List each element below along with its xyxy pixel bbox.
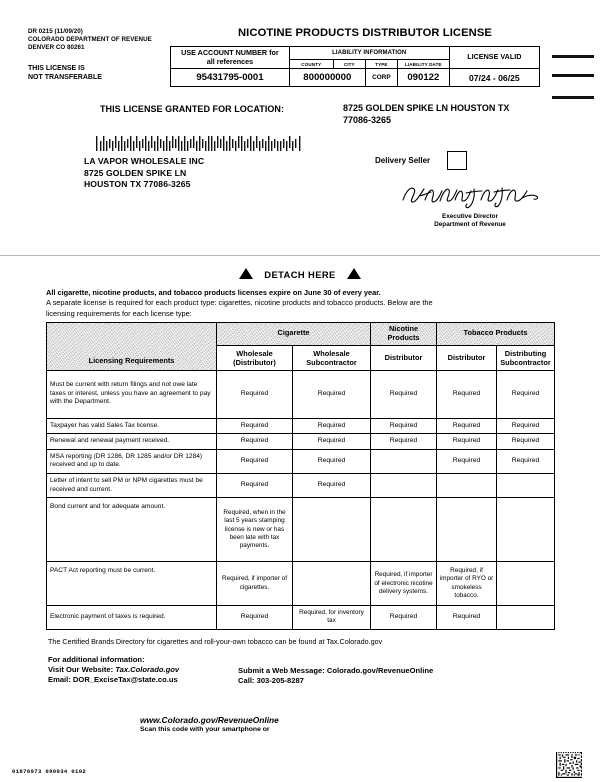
alignment-bar-3	[552, 96, 594, 99]
requirement-value: Required	[437, 370, 497, 418]
requirement-label: Renewal and renewal payment received.	[47, 434, 217, 450]
table-row	[47, 370, 555, 418]
group-header-cigarette: Cigarette	[217, 323, 371, 346]
granted-location-address	[343, 103, 509, 126]
county-value: 800000000	[289, 69, 365, 87]
requirement-value: Required	[293, 434, 371, 450]
certified-brands-note: The Certified Brands Directory for cigarettes and roll-your-own tobacco can be found at Tax.Colorado.gov	[48, 637, 383, 646]
requirement-value	[497, 498, 555, 562]
web-message-value[interactable]: Colorado.gov/RevenueOnline	[326, 666, 434, 675]
recipient-city-state-zip: HOUSTON TX 77086-3265	[84, 179, 191, 190]
requirement-value	[437, 473, 497, 497]
requirement-label: PACT Act reporting must be current.	[47, 562, 217, 606]
granted-address-line-1: 8725 GOLDEN SPIKE LN HOUSTON TX	[343, 103, 510, 113]
revenue-online-url[interactable]: www.Colorado.gov/RevenueOnline	[140, 715, 279, 725]
requirement-value: Required	[217, 473, 293, 497]
non-transferable-line-1: THIS LICENSE IS	[28, 65, 85, 72]
department-city-state-zip: DENVER CO 80261	[28, 44, 85, 52]
datamatrix-code	[556, 752, 582, 778]
column-header-cigarette-wholesale-subcontractor: Wholesale Subcontractor	[293, 345, 371, 370]
form-number: DR 0215 (11/09/20)	[28, 28, 83, 35]
requirement-value: Required	[371, 370, 437, 418]
table-row	[47, 562, 555, 606]
requirement-value: Required	[497, 449, 555, 473]
website-line	[48, 665, 179, 675]
requirement-value	[371, 498, 437, 562]
requirement-value: Required	[293, 473, 371, 497]
bottom-tracking-code: 01876973 090034 0102	[12, 768, 87, 775]
website-value[interactable]: Tax.Colorado.gov	[115, 665, 180, 675]
requirement-value	[371, 473, 437, 497]
email-label: Email:	[48, 675, 71, 685]
liability-date-value: 090122	[397, 69, 449, 87]
requirements-table-body	[47, 370, 555, 629]
requirement-value	[497, 473, 555, 497]
requirement-value: Required	[497, 370, 555, 418]
requirement-value: Required	[293, 370, 371, 418]
requirement-value: Required	[217, 418, 293, 434]
delivery-seller-checkbox[interactable]	[447, 151, 467, 170]
executive-director-signature	[395, 180, 545, 210]
liability-information-header: LIABILITY INFORMATION	[289, 47, 449, 60]
group-header-tobacco-products: Tobacco Products	[437, 323, 555, 346]
city-header: CITY	[333, 59, 365, 68]
requirement-value: Required	[371, 434, 437, 450]
call-value: 303-205-8287	[256, 676, 304, 686]
requirement-label: Letter of intent to sell PM or NPM cigarettes must be received and current.	[47, 473, 217, 497]
requirement-value: Required	[437, 606, 497, 629]
granted-location-label: THIS LICENSE GRANTED FOR LOCATION:	[100, 104, 285, 114]
county-header: COUNTY	[289, 59, 333, 68]
requirement-value	[293, 498, 371, 562]
requirement-value: Required, if importer of RYO or smokeless tobacco.	[437, 562, 497, 606]
intro-line-1: All cigarette, nicotine products, and tobacco products licenses expire on June 30 of every year.	[46, 288, 381, 297]
group-header-nicotine-products: Nicotine Products	[371, 323, 437, 346]
table-row	[47, 418, 555, 434]
type-value: CORP	[365, 69, 397, 87]
requirement-label: Taxpayer has valid Sales Tax license.	[47, 418, 217, 434]
licensing-requirements-header: Licensing Requirements	[47, 323, 217, 371]
requirement-value: Required	[497, 418, 555, 434]
email-line	[48, 675, 179, 685]
column-header-nicotine-distributor: Distributor	[371, 345, 437, 370]
requirement-label: Must be current with return filings and not owe late taxes or interest, unless you have an agreement to pay with the Department.	[47, 370, 217, 418]
requirement-value: Required	[437, 449, 497, 473]
requirement-value: Required, if importer of electronic nicotine delivery systems.	[371, 562, 437, 606]
license-valid-header: LICENSE VALID	[449, 47, 539, 69]
detach-here-label: DETACH HERE	[264, 269, 336, 280]
requirement-value: Required	[217, 449, 293, 473]
recipient-name: LA VAPOR WHOLESALE INC	[84, 156, 205, 166]
column-header-tobacco-distributor: Distributor	[437, 345, 497, 370]
requirement-value	[497, 606, 555, 629]
requirement-value: Required	[293, 449, 371, 473]
signature-caption	[395, 213, 545, 230]
triangle-right-icon	[347, 268, 361, 279]
delivery-seller-label: Delivery Seller	[375, 156, 431, 165]
table-row	[47, 434, 555, 450]
requirement-value: Required	[437, 434, 497, 450]
account-number-header: USE ACCOUNT NUMBER for all references	[171, 47, 290, 69]
email-value[interactable]: DOR_ExciseTax@state.co.us	[72, 675, 178, 685]
page-title: NICOTINE PRODUCTS DISTRIBUTOR LICENSE	[238, 27, 492, 39]
requirement-value	[293, 562, 371, 606]
alignment-bar-2	[552, 74, 594, 77]
type-header: TYPE	[365, 59, 397, 68]
requirement-value: Required, when in the last 5 years stamping license is new or has been late with tax payments.	[217, 498, 293, 562]
requirement-label: MSA reporting (DR 1286, DR 1285 and/or DR 1284) received and up to date.	[47, 449, 217, 473]
mail-barcode	[96, 136, 304, 151]
scan-code-instruction: Scan this code with your smartphone or	[140, 726, 270, 733]
table-row	[47, 473, 555, 497]
requirement-value	[437, 498, 497, 562]
requirements-group-header-row	[47, 323, 555, 346]
intro-line-3: licensing requirements for each license type:	[46, 308, 192, 318]
column-header-tobacco-distributing-subcontractor: Distributing Subcontractor	[497, 345, 555, 370]
recipient-street: 8725 GOLDEN SPIKE LN	[84, 167, 187, 178]
intro-paragraph	[46, 288, 546, 319]
license-valid-value: 07/24 - 06/25	[449, 69, 539, 87]
account-number-value: 95431795-0001	[171, 69, 290, 87]
column-header-cigarette-wholesale-distributor: Wholesale (Distributor)	[217, 345, 293, 370]
triangle-left-icon	[239, 268, 253, 279]
requirement-value: Required	[217, 434, 293, 450]
detach-here-marker	[0, 268, 600, 280]
non-transferable-line-2: NOT TRANSFERABLE	[28, 74, 102, 82]
requirement-value: Required	[371, 606, 437, 629]
license-info-header-row	[171, 47, 540, 60]
table-row	[47, 606, 555, 629]
website-label: Visit Our Website:	[48, 665, 114, 675]
requirement-value: Required	[371, 418, 437, 434]
department-name: COLORADO DEPARTMENT OF REVENUE	[28, 36, 152, 44]
liability-date-header: LIABILITY DATE	[397, 59, 449, 68]
call-label: Call:	[238, 676, 255, 686]
license-info-table	[170, 46, 540, 87]
intro-line-2: A separate license is required for each product type: cigarettes, nicotine products and tobacco products. Below are the	[46, 298, 433, 308]
signature-title-line-2: Department of Revenue	[434, 221, 506, 229]
web-message-line	[238, 666, 433, 676]
license-info-value-row	[171, 69, 540, 87]
requirement-value	[371, 449, 437, 473]
section-divider	[0, 255, 600, 256]
requirement-label: Bond current and for adequate amount.	[47, 498, 217, 562]
signature-title-line-1: Executive Director	[441, 213, 499, 220]
table-row	[47, 449, 555, 473]
alignment-bar-1	[552, 55, 594, 58]
requirement-value: Required	[217, 606, 293, 629]
recipient-address-block	[84, 156, 204, 191]
requirement-label: Electronic payment of taxes is required.	[47, 606, 217, 629]
licensing-requirements-table	[46, 322, 555, 630]
additional-info-heading: For additional information:	[48, 655, 145, 664]
agency-block	[28, 28, 152, 53]
web-message-label: Submit a Web Message:	[238, 666, 325, 675]
requirement-value: Required, for inventory tax	[293, 606, 371, 629]
table-row	[47, 498, 555, 562]
additional-information-block	[48, 655, 179, 686]
requirement-value	[497, 562, 555, 606]
additional-contact-block	[238, 666, 433, 686]
requirement-value: Required	[437, 418, 497, 434]
granted-address-line-2: 77086-3265	[343, 114, 392, 125]
non-transferable-notice	[28, 64, 102, 82]
requirement-value: Required, if importer of cigarettes.	[217, 562, 293, 606]
requirement-value: Required	[217, 370, 293, 418]
call-line	[238, 676, 433, 686]
requirement-value: Required	[497, 434, 555, 450]
requirement-value: Required	[293, 418, 371, 434]
